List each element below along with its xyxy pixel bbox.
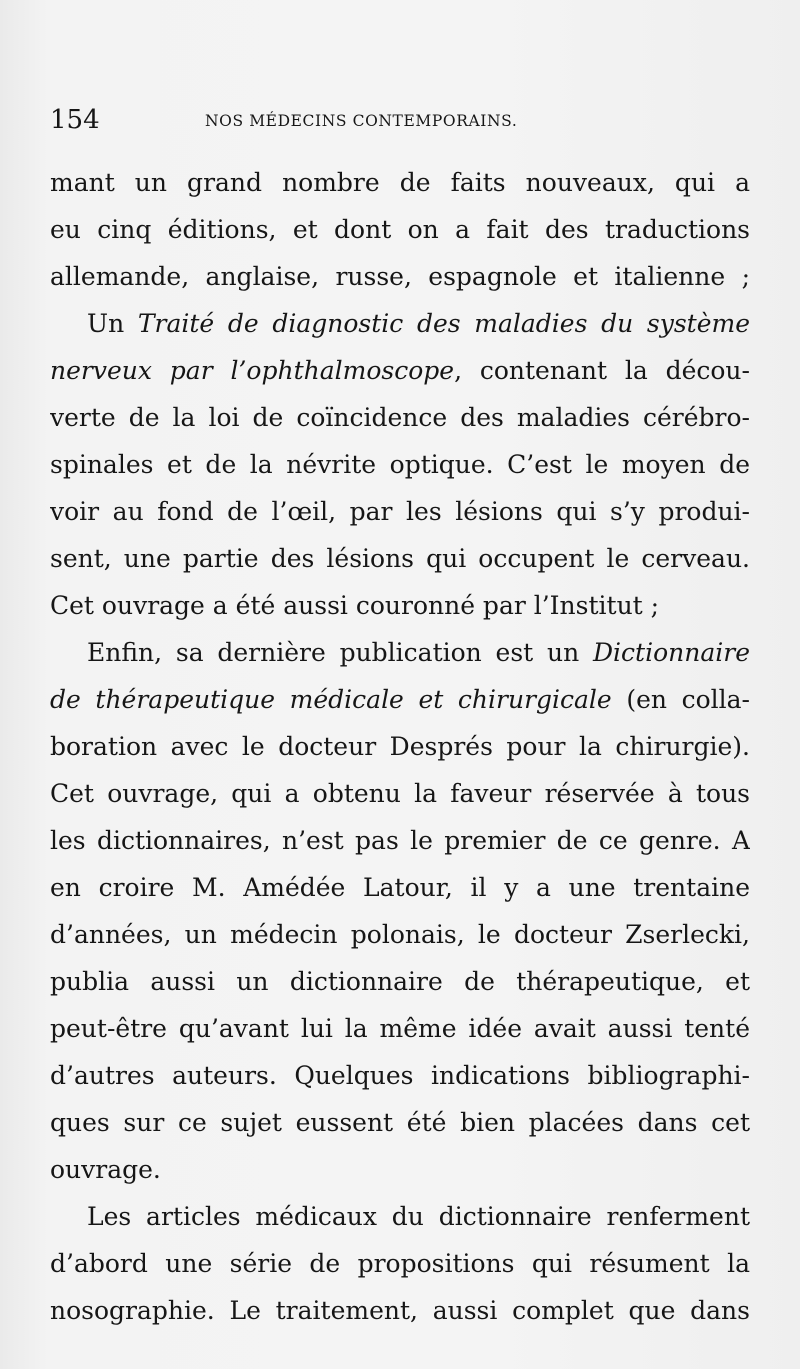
text-line: nosographie. Le traitement, aussi complet que dans xyxy=(50,1296,750,1325)
text-line: mant un grand nombre de faits nouveaux, qui a xyxy=(50,168,750,197)
text-line: Cet ouvrage a été aussi couronné par l’Institut ; xyxy=(50,591,660,620)
book-title: de thérapeutique médicale et chirurgicale xyxy=(50,685,612,714)
text-line: spinales et de la névrite optique. C’est le moyen de xyxy=(50,450,750,479)
text-line: les dictionnaires, n’est pas le premier de ce genre. A xyxy=(50,826,750,855)
text-line: voir au fond de l’œil, par les lésions qui s’y produi- xyxy=(50,497,750,526)
text-line: ques sur ce sujet eussent été bien placées dans cet xyxy=(50,1108,750,1137)
text-line: Les articles médicaux du dictionnaire renferment xyxy=(87,1202,750,1231)
text-line: peut-être qu’avant lui la même idée avait aussi tenté xyxy=(50,1014,750,1043)
text-line: sent, une partie des lésions qui occupent le cerveau. xyxy=(50,544,750,573)
text-line: publia aussi un dictionnaire de thérapeutique, et xyxy=(50,967,750,996)
text-line: en croire M. Amédée Latour, il y a une trentaine xyxy=(50,873,750,902)
text-line: Un Traité de diagnostic des maladies du système xyxy=(87,309,750,338)
text-line: verte de la loi de coïncidence des maladies cérébro- xyxy=(50,403,750,432)
text-line: Cet ouvrage, qui a obtenu la faveur réservée à tous xyxy=(50,779,750,808)
text-line: de thérapeutique médicale et chirurgicale (en colla- xyxy=(50,685,750,714)
text-line: nerveux par l’ophthalmoscope, contenant la décou- xyxy=(50,356,750,385)
book-title: Traité de diagnostic des maladies du système xyxy=(137,309,750,338)
book-title: nerveux par l’ophthalmoscope xyxy=(50,356,455,385)
book-title: Dictionnaire xyxy=(593,638,750,667)
text-line: d’autres auteurs. Quelques indications bibliographi- xyxy=(50,1061,750,1090)
text-line: ouvrage. xyxy=(50,1155,161,1184)
text-line: allemande, anglaise, russe, espagnole et italienne ; xyxy=(50,262,750,291)
page-header xyxy=(50,100,750,140)
text-line: Enfin, sa dernière publication est un Dictionnaire xyxy=(87,638,750,667)
page-number: 154 xyxy=(50,105,100,135)
text-line: d’abord une série de propositions qui résument la xyxy=(50,1249,750,1278)
text-line: eu cinq éditions, et dont on a fait des traductions xyxy=(50,215,750,244)
text-line: boration avec le docteur Després pour la chirurgie). xyxy=(50,732,750,761)
text-line: d’années, un médecin polonais, le docteur Zserlecki, xyxy=(50,920,750,949)
running-title: NOS MÉDECINS CONTEMPORAINS. xyxy=(205,112,518,130)
